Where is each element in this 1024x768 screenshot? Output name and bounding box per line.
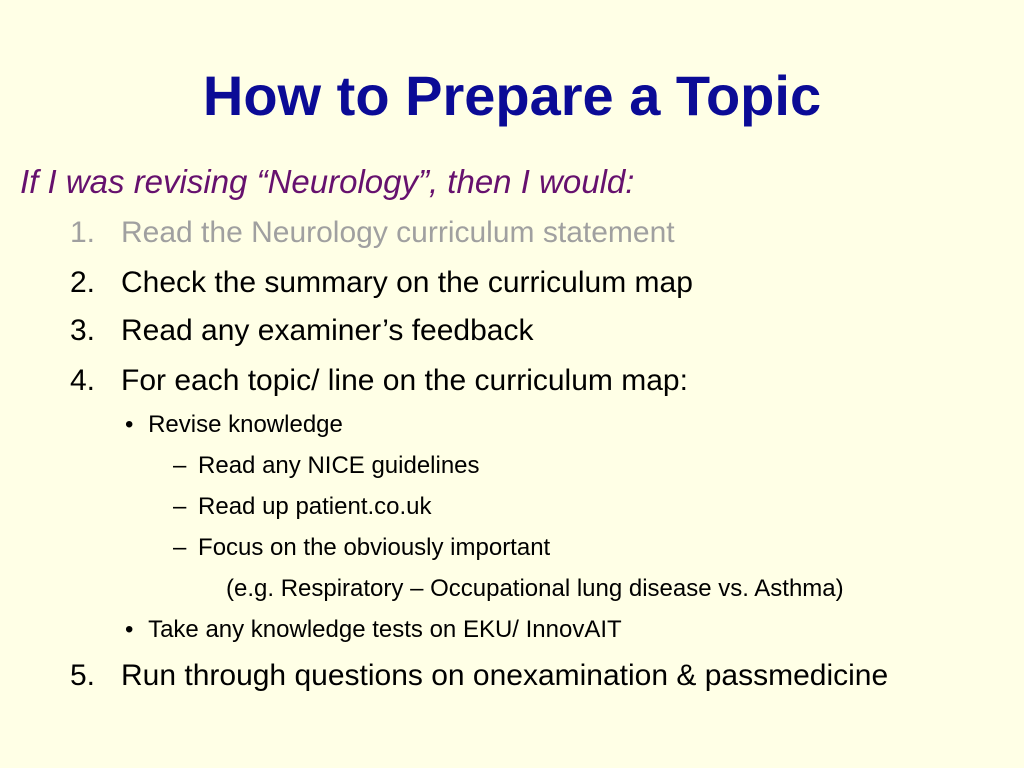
step-number: 5.: [70, 659, 96, 692]
bullet-marker: •: [125, 411, 134, 438]
sub-bullet-knowledge-tests: [125, 614, 622, 646]
bullet-marker: •: [125, 616, 134, 643]
step-text: For each topic/ line on the curriculum map:: [121, 364, 688, 397]
sub-sub-bullet-nice: [173, 450, 480, 482]
step-item-2: [70, 263, 970, 303]
step-number: 3.: [70, 314, 96, 347]
dash-marker: –: [173, 534, 187, 561]
step-number: 1.: [70, 216, 96, 249]
sub-sub-bullet-text: Read any NICE guidelines: [198, 452, 480, 479]
step-text: Read the Neurology curriculum statement: [121, 216, 675, 249]
slide-title: How to Prepare a Topic: [202, 64, 822, 127]
sub-sub-bullet-text: Read up patient.co.uk: [198, 493, 432, 520]
sub-sub-bullet-text: Focus on the obviously important: [198, 534, 551, 561]
sub-sub-bullet-patient: [173, 491, 432, 523]
step-text: Check the summary on the curriculum map: [121, 266, 693, 299]
step-item-1: [70, 213, 970, 253]
dash-marker: –: [173, 493, 187, 520]
step-text: Run through questions on onexamination & passmedicine: [121, 659, 889, 692]
step-item-3: [70, 311, 970, 351]
step-number: 2.: [70, 266, 96, 299]
sub-bullet-revise-knowledge: [125, 409, 343, 441]
sub-bullet-text: Revise knowledge: [148, 411, 343, 438]
dash-marker: –: [173, 452, 187, 479]
step-item-5: [70, 656, 1010, 696]
step-text: Read any examiner’s feedback: [121, 314, 534, 347]
sub-sub-bullet-focus: [173, 532, 550, 564]
step-item-4: [70, 361, 970, 401]
sub-bullet-text: Take any knowledge tests on EKU/ InnovAIT: [148, 616, 622, 643]
example-note: (e.g. Respiratory – Occupational lung disease vs. Asthma): [226, 575, 844, 602]
intro-line: If I was revising “Neurology”, then I would:: [20, 163, 635, 200]
step-number: 4.: [70, 364, 96, 397]
